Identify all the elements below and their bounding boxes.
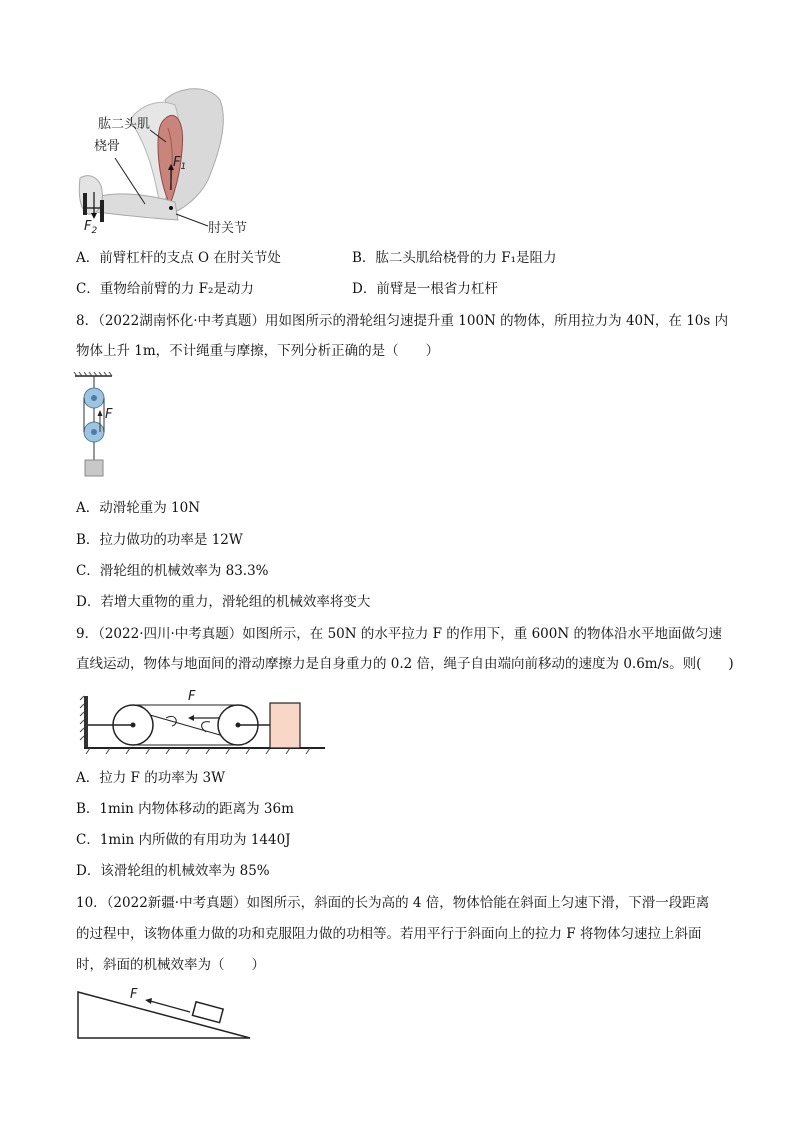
q7-option-b: B．肱二头肌给桡骨的力 F₁是阻力	[352, 250, 557, 266]
arm-lever-figure	[70, 80, 270, 240]
q9-option-d: D．该滑轮组的机械效率为 85%	[76, 863, 270, 879]
f1-label: $F_1$	[173, 155, 187, 172]
q10-stem-line2: 的过程中，该物体重力做的功和克服阻力做的功相等。若用平行于斜面向上的拉力 F 将物体匀速拉上斜面	[76, 926, 702, 942]
q8-option-d: D．若增大重物的重力，滑轮组的机械效率将变大	[76, 594, 371, 610]
q9-option-a: A．拉力 F 的功率为 3W	[76, 770, 225, 786]
q9-stem-line1: 9．（2022·四川·中考真题）如图所示，在 50N 的水平拉力 F 的作用下，重 600N 的物体沿水平地面做匀速	[76, 626, 722, 642]
q10-stem-line1: 10．（2022新疆·中考真题）如图所示，斜面的长为高的 4 倍，物体恰能在斜面上匀速下滑，下滑一段距离	[76, 895, 710, 911]
incline-figure	[78, 982, 258, 1044]
q8-stem-line1: 8．（2022湖南怀化·中考真题）用如图所示的滑轮组匀速提升重 100N 的物体，所用拉力为 40N，在 10s 内	[76, 313, 729, 329]
f2-label: $F_2$	[84, 219, 98, 236]
biceps-label: 肱二头肌	[98, 117, 151, 132]
q7-option-c: C．重物给前臂的力 F₂是动力	[76, 281, 254, 297]
q8-option-a: A．动滑轮重为 10N	[76, 500, 201, 516]
horizontal-pulley-figure	[80, 680, 330, 755]
q8-stem-line2: 物体上升 1m，不计绳重与摩擦，下列分析正确的是（ ）	[76, 343, 440, 359]
pulley-f-label: F	[105, 407, 113, 422]
elbow-label: 肘关节	[208, 221, 248, 236]
incline-f-label: F	[130, 987, 138, 1002]
q8-option-b: B．拉力做功的功率是 12W	[76, 532, 243, 548]
q8-option-c: C．滑轮组的机械效率为 83.3%	[76, 563, 269, 579]
q9-option-c: C．1min 内所做的有用功为 1440J	[76, 832, 291, 848]
q10-stem-line3: 时，斜面的机械效率为（ ）	[76, 957, 265, 973]
q7-option-a: A．前臂杠杆的支点 O 在肘关节处	[76, 250, 281, 266]
horizontal-f-label: F	[188, 689, 196, 704]
q9-stem-line2: 直线运动，物体与地面间的滑动摩擦力是自身重力的 0.2 倍，绳子自由端向前移动的速度为 0.6m/s。则( )	[76, 656, 734, 672]
radius-label: 桡骨	[94, 139, 121, 154]
q9-option-b: B．1min 内物体移动的距离为 36m	[76, 801, 294, 817]
q7-option-d: D．前臂是一根省力杠杆	[352, 281, 498, 297]
pulley-system-figure	[70, 372, 120, 487]
